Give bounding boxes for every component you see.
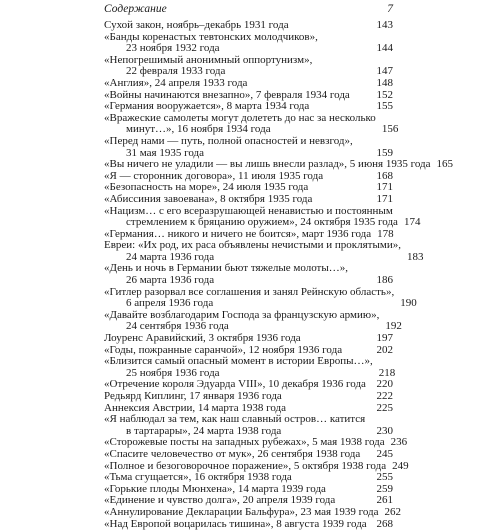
toc-entry-page: 249 (392, 459, 409, 472)
toc-entry-title-line: «День и ночь в Германии бьют тяжелые молоты…», (104, 262, 348, 275)
toc-entry (104, 449, 393, 461)
toc-entry-title-line: «Единение и чувство долга», 20 апреля 1939 года (104, 494, 336, 507)
toc-entry-page: 261 (376, 494, 393, 507)
toc-entry-title-continuation: стремлением к бряцанию оружием», 24 октября 1935 года (126, 216, 398, 229)
toc-entry (104, 204, 421, 229)
toc-entry-page: 230 (376, 424, 393, 437)
toc-entry-title (104, 78, 377, 90)
toc-entry-title-continuation: минут…», 16 ноября 1934 года (126, 123, 271, 136)
toc-entry-title-line: «Войны начинаются внезапно», 7 февраля 1934 года (104, 88, 350, 101)
toc-entry-title-line: «Гитлер разорвал все соглашения и занял Рейнскую область», (104, 285, 395, 298)
toc-entry-title (104, 20, 377, 32)
toc-entry-page: 259 (376, 482, 393, 495)
toc-entry-page: 143 (376, 19, 393, 31)
toc-entry-title-line: «Банды коренастых тевтонских молодчиков», (104, 30, 318, 43)
toc-entry-title (104, 263, 377, 286)
toc-entry-title-line: «Горькие плоды Мюнхена», 14 марта 1939 года (104, 482, 326, 495)
toc-entry-title-continuation: в тартарары», 24 марта 1938 года (126, 424, 282, 437)
toc-entry-page: 202 (376, 343, 393, 356)
toc-entry-title-line: Редьярд Киплинг, 17 января 1936 года (104, 390, 282, 402)
toc-entry-page: 168 (376, 169, 393, 182)
toc-entry (104, 505, 401, 519)
toc-entry-page: 236 (390, 436, 408, 449)
toc-entry-page: 159 (376, 146, 393, 159)
toc-entry-title (104, 414, 377, 437)
toc-entry (104, 32, 393, 55)
toc-entry (104, 20, 393, 32)
toc-entry-page: 220 (376, 378, 393, 391)
toc-entry-title-continuation: 26 марта 1936 года (126, 274, 215, 287)
toc-entry-title (104, 240, 407, 263)
toc-entry-title (104, 136, 377, 159)
toc-entry-title (104, 507, 385, 519)
toc-entry-page: 222 (376, 390, 393, 402)
toc-entry-title (104, 472, 377, 484)
toc-entry-title-continuation: 24 марта 1936 года (126, 250, 215, 263)
toc-entry (104, 239, 424, 263)
toc-entry-page: 144 (376, 42, 393, 55)
toc-entry-page: 147 (376, 65, 393, 78)
toc-entry-page: 268 (376, 517, 393, 530)
toc-entry (104, 78, 393, 90)
toc-entry-page: 155 (376, 100, 393, 113)
toc-entry-title-continuation: 31 мая 1935 года (126, 146, 204, 159)
toc-entry (104, 158, 454, 171)
toc-entry (104, 519, 393, 530)
toc-entry-title-line: Аннексия Австрии, 14 марта 1938 года (104, 401, 287, 414)
toc-entry-title-line: «Годы, пожранные саранчой», 12 ноября 1936 года (104, 343, 343, 356)
toc-entry-page: 255 (376, 471, 393, 484)
toc-entry-title-line: «Германия… никого и ничего не боится», март 1936 года (104, 227, 372, 240)
toc-entry-title (104, 310, 385, 333)
toc-entry-page: 190 (400, 297, 417, 310)
toc-entry-title-line: «Я наблюдал за тем, как наш славный остров… катится (104, 413, 366, 426)
toc-entry-page: 171 (376, 181, 393, 194)
toc-entry-title-line: «Непогрешимый анонимный оппортунизм», (104, 53, 313, 66)
toc-entry-title-line: «Тьма сгущается», 16 октября 1938 года (104, 471, 292, 484)
toc-entry-page: 174 (403, 216, 421, 229)
page-number: 7 (387, 3, 393, 15)
toc-entry (104, 136, 393, 159)
toc-entry-title-line: Сухой закон, ноябрь–декабрь 1931 года (104, 19, 289, 31)
toc-entry-page: 148 (376, 76, 393, 89)
toc-entry-page: 178 (377, 227, 394, 240)
toc-entry-page: 197 (376, 332, 393, 345)
toc-entry-title (104, 159, 437, 171)
toc-entry (104, 391, 393, 403)
toc-entry-title (104, 391, 377, 403)
toc-entry-title-line: «Германия вооружается», 8 марта 1934 года (104, 100, 310, 113)
toc-entry-title (104, 206, 404, 229)
toc-entry-page: 192 (385, 320, 402, 333)
table-of-contents (104, 19, 454, 530)
toc-entry-title (104, 333, 377, 345)
toc-entry (104, 285, 417, 310)
toc-entry (104, 355, 396, 379)
toc-entry-title-line: Лоуренс Аравийский, 3 октября 1936 года (104, 332, 301, 345)
toc-entry-title-line: «Я — сторонник договора», 11 июля 1935 года (104, 169, 324, 182)
toc-entry-title-line: «Над Европой воцарилась тишина», 8 августа 1939 года (104, 517, 367, 530)
running-head (104, 3, 393, 18)
toc-entry-title-continuation: 23 ноября 1932 года (126, 42, 220, 55)
toc-entry (104, 111, 399, 136)
toc-entry-title-line: «Спасите человечество от мук», 26 сентября 1938 года (104, 447, 361, 460)
toc-entry (104, 101, 393, 113)
toc-entry-title-continuation: 25 ноября 1936 года (126, 366, 220, 379)
toc-entry-title-line: «Сторожевые посты на западных рубежах», 5 мая 1938 года (104, 436, 385, 449)
toc-entry-title-line: «Близится самый опасный момент в истории Европы…», (104, 355, 373, 368)
toc-entry-title-continuation: 24 сентября 1936 года (126, 320, 229, 333)
toc-entry-title (104, 519, 377, 530)
toc-entry (104, 333, 393, 345)
toc-entry-page: 245 (376, 447, 393, 460)
toc-entry-title-line: «Полное и безоговорочное поражение», 5 октября 1938 года (104, 459, 387, 472)
toc-entry-page: 152 (376, 88, 393, 101)
toc-entry-title-line: «Англия», 24 апреля 1933 года (104, 76, 248, 89)
toc-entry-title-line: «Давайте возблагодарим Господа за французскую армию», (104, 308, 380, 321)
toc-entry (104, 472, 393, 484)
toc-entry-title-line: «Перед нами — путь, полной опасностей и невзгод», (104, 134, 353, 147)
toc-entry-page: 225 (376, 401, 393, 414)
toc-entry-title-line: Евреи: «Их род, их раса объявлены нечистыми и проклятыми», (104, 239, 401, 252)
section-title: Содержание (104, 3, 167, 15)
toc-entry-page: 183 (406, 250, 424, 263)
toc-entry-title-line: «Нацизм… с его всеразрушающей ненавистью и постоянным (104, 204, 393, 217)
toc-entry-title-line: «Вражеские самолеты могут долететь до нас за несколько (104, 111, 376, 124)
toc-entry-page: 165 (436, 158, 454, 171)
toc-entry-title-line: «Безопасность на море», 24 июля 1935 года (104, 181, 309, 194)
toc-entry (104, 55, 393, 78)
toc-entry-page: 186 (376, 274, 393, 287)
toc-entry (104, 194, 393, 206)
toc-entry-title-line: «Отречение короля Эдуарда VIII», 10 декабря 1936 года (104, 378, 366, 391)
toc-entry-title-line: «Аннулирование Декларации Бальфура», 23 мая 1939 года (104, 505, 379, 518)
toc-entry-title (104, 32, 377, 55)
toc-entry-title-line: «Абиссиния завоевана», 8 октября 1935 года (104, 192, 313, 205)
toc-entry-title (104, 113, 382, 136)
toc-entry-page: 218 (378, 366, 396, 379)
toc-entry-title-continuation: 22 февраля 1933 года (126, 65, 226, 78)
toc-entry (104, 414, 393, 437)
toc-entry-title (104, 55, 377, 78)
toc-entry (104, 308, 402, 333)
toc-entry-title (104, 101, 377, 113)
toc-entry-page: 156 (381, 123, 399, 136)
toc-entry-title (104, 194, 377, 206)
toc-entry (104, 263, 393, 286)
toc-entry-title (104, 356, 379, 379)
toc-entry-title-continuation: 6 апреля 1936 года (126, 297, 214, 310)
toc-entry-title (104, 287, 400, 310)
toc-entry-title (104, 449, 377, 461)
toc-entry-title-line: «Вы ничего не уладили — вы лишь внесли разлад», 5 июня 1935 года (104, 158, 431, 171)
toc-entry-page: 262 (384, 505, 401, 518)
toc-entry-page: 171 (376, 192, 393, 205)
